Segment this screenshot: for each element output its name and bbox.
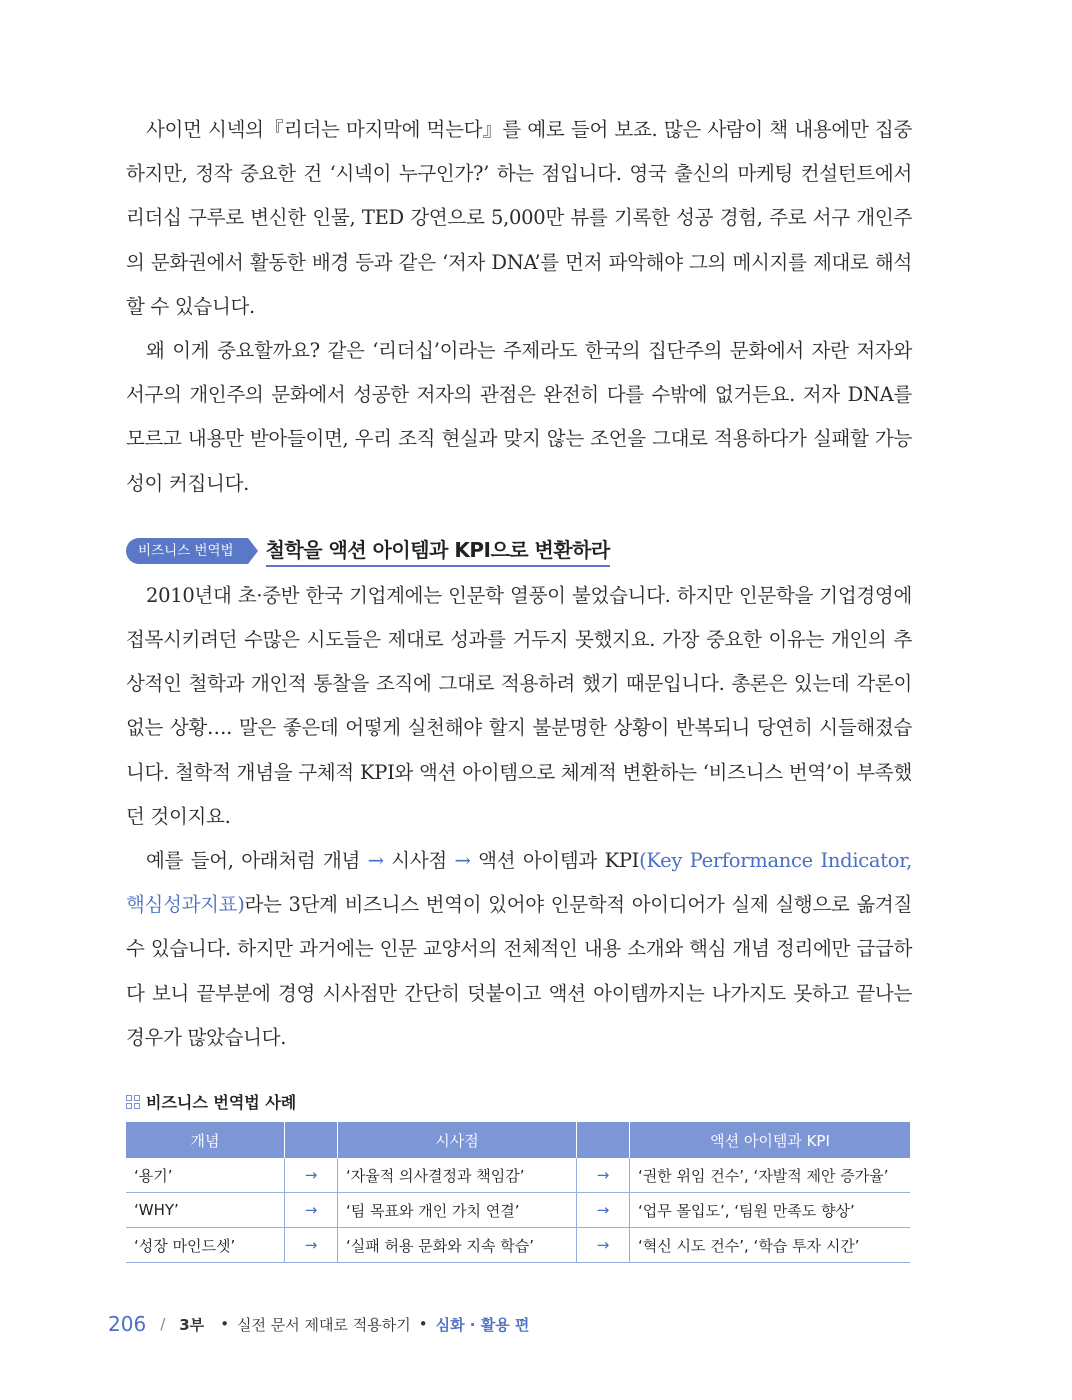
cell-concept: ‘용기’ — [126, 1158, 285, 1193]
header-action-kpi: 액션 아이템과 KPI — [630, 1122, 911, 1158]
table-row — [126, 1193, 910, 1228]
cell-implication: ‘자율적 의사결정과 책임감’ — [338, 1158, 577, 1193]
header-arrow — [577, 1122, 630, 1158]
cell-implication: ‘팀 목표와 개인 가치 연결’ — [338, 1193, 577, 1228]
business-translation-table — [126, 1122, 910, 1263]
arrow-icon: → — [285, 1158, 338, 1193]
footer-divider: / — [160, 1315, 166, 1333]
cell-concept: ‘WHY’ — [126, 1193, 285, 1228]
paragraph-4-text-c: 액션 아이템과 KPI — [470, 849, 640, 873]
kpi-definition: (Key Performance Indicator, 핵심성과지표) — [126, 849, 912, 917]
main-content — [126, 108, 912, 1060]
grid-icon — [126, 1095, 140, 1109]
header-arrow — [285, 1122, 338, 1158]
arrow-icon: → — [285, 1228, 338, 1263]
arrow-icon: → — [285, 1193, 338, 1228]
section-badge: 비즈니스 번역법 — [126, 538, 248, 564]
cell-implication: ‘실패 허용 문화와 지속 학습’ — [338, 1228, 577, 1263]
arrow-icon: → — [577, 1158, 630, 1193]
cell-action-kpi: ‘혁신 시도 건수’, ‘학습 투자 시간’ — [630, 1228, 911, 1263]
section-title: 철학을 액션 아이템과 KPI으로 변환하라 — [266, 534, 610, 567]
cell-action-kpi: ‘권한 위임 건수’, ‘자발적 제안 증가율’ — [630, 1158, 911, 1193]
footer-part: 3부 — [179, 1315, 205, 1334]
cell-action-kpi: ‘업무 몰입도’, ‘팀원 만족도 향상’ — [630, 1193, 911, 1228]
arrow-icon: → — [367, 849, 384, 873]
cell-concept: ‘성장 마인드셋’ — [126, 1228, 285, 1263]
paragraph-1: 사이먼 시넥의『리더는 마지막에 먹는다』를 예로 들어 보죠. 많은 사람이 책 내용에만 집중하지만, 정작 중요한 건 ‘시넥이 누구인가?’ 하는 점입니다. 영국 출신의 마케팅 컨설턴트에서 리더십 구루로 변신한 인물, TED 강연으로 5,000만 뷰를 기록한 성공 경험, 주로 서구 개인주의 문화권에서 활동한 배경 등과 같은 ‘저자 DNA’를 먼저 파악해야 그의 메시지를 제대로 해석할 수 있습니다. — [126, 118, 912, 318]
header-concept: 개념 — [126, 1122, 285, 1158]
arrow-icon: → — [577, 1228, 630, 1263]
section-heading — [126, 534, 912, 568]
footer-subtitle: 심화 · 활용 편 — [435, 1315, 530, 1334]
page-footer — [108, 1312, 529, 1336]
table-row — [126, 1158, 910, 1193]
paragraph-2: 왜 이게 중요할까요? 같은 ‘리더십’이라는 주제라도 한국의 집단주의 문화에서 자란 저자와 서구의 개인주의 문화에서 성공한 저자의 관점은 완전히 다를 수밖에 없거든요. 저자 DNA를 모르고 내용만 받아들이면, 우리 조직 현실과 맞지 않는 조언을 그대로 적용하다가 실패할 가능성이 커집니다. — [126, 339, 912, 495]
paragraph-3: 2010년대 초·중반 한국 기업계에는 인문학 열풍이 불었습니다. 하지만 인문학을 기업경영에 접목시키려던 수많은 시도들은 제대로 성과를 거두지 못했지요. 가장 중요한 이유는 개인의 추상적인 철학과 개인적 통찰을 조직에 그대로 적용하려 했기 때문입니다. 총론은 있는데 각론이 없는 상황…. 말은 좋은데 어떻게 실천해야 할지 불분명한 상황이 반복되니 당연히 시들해졌습니다. 철학적 개념을 구체적 KPI와 액션 아이템으로 체계적 변환하는 ‘비즈니스 번역’이 부족했던 것이지요. — [126, 583, 912, 828]
footer-bullet: • — [418, 1315, 428, 1333]
footer-chapter: 실전 문서 제대로 적용하기 — [237, 1315, 411, 1334]
footer-bullet: • — [220, 1315, 230, 1333]
paragraph-4-text-a: 예를 들어, 아래처럼 개념 — [146, 849, 368, 873]
paragraph-4 — [126, 839, 912, 1060]
header-implication: 시사점 — [338, 1122, 577, 1158]
table-caption — [126, 1090, 296, 1113]
paragraph-4-text-b: 시사점 — [383, 849, 455, 873]
page-number: 206 — [108, 1312, 147, 1336]
arrow-icon: → — [577, 1193, 630, 1228]
table-row — [126, 1228, 910, 1263]
table-header-row — [126, 1122, 910, 1158]
paragraph-4-text-d: 라는 3단계 비즈니스 번역이 있어야 인문학적 아이디어가 실제 실행으로 옮겨질 수 있습니다. 하지만 과거에는 인문 교양서의 전체적인 내용 소개와 핵심 개념 정리에만 급급하다 보니 끝부분에 경영 시사점만 간단히 덧붙이고 액션 아이템까지는 나가지도 못하고 끝나는 경우가 많았습니다. — [126, 893, 912, 1049]
table-caption-text: 비즈니스 번역법 사례 — [146, 1093, 297, 1112]
arrow-icon: → — [454, 849, 471, 873]
